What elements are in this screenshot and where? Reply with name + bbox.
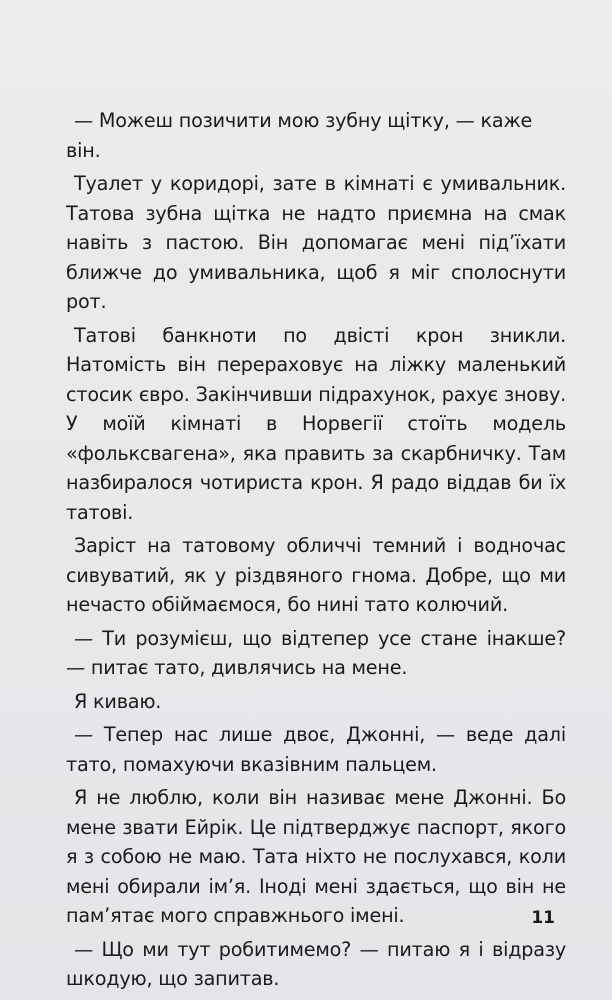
page-number: 11 [531, 908, 555, 928]
paragraph-8: Я не люблю, коли він називає мене Джонні. Бо мене звати Ейрік. Це підтверджує паспорт, якого я з собою не маю. Тата ніхто не послухався, коли мені обирали ім’я. Іноді мені здається, що він не пам’ятає мого справжнього імені. [66, 786, 566, 927]
paragraph-9: — Що ми тут робитимемо? — питаю я і відразу шкодую, що запитав. [66, 937, 566, 990]
paragraph-3: Татові банкноти по двісті крон зникли. Натомість він перераховує на ліжку маленький стосик євро. Закінчивши підрахунок, рахує знову. У моїй кімнаті в Норвегії стоїть модель «фольксвагена», яка править за скарбничку. Там назбиралося чотириста крон. Я радо віддав би їх татові. [66, 323, 566, 524]
paragraph-1: — Можеш позичити мою зубну щітку, — каже він. [66, 109, 533, 162]
paragraph-4: Заріст на татовому обличчі темний і водночас сивуватий, як у різдвяного гнома. Добре, що ми нечасто обіймаємося, бо нині тато колючий. [66, 534, 566, 616]
paragraph-2: Туалет у коридорі, зате в кімнаті є умивальник. Татова зубна щітка не надто приємна на смак навіть з пастою. Він допомагає мені під’їхати ближче до умивальника, щоб я міг сполоснути рот. [66, 172, 566, 313]
paragraph-6: Я киваю. [74, 689, 162, 713]
paragraph-7: — Тепер нас лише двоє, Джонні, — веде далі тато, помахуючи вказівним пальцем. [66, 723, 566, 776]
page-text [66, 106, 566, 998]
paragraph-5: — Ти розумієш, що відтепер усе стане інакше? — питає тато, дивлячись на мене. [66, 626, 566, 679]
